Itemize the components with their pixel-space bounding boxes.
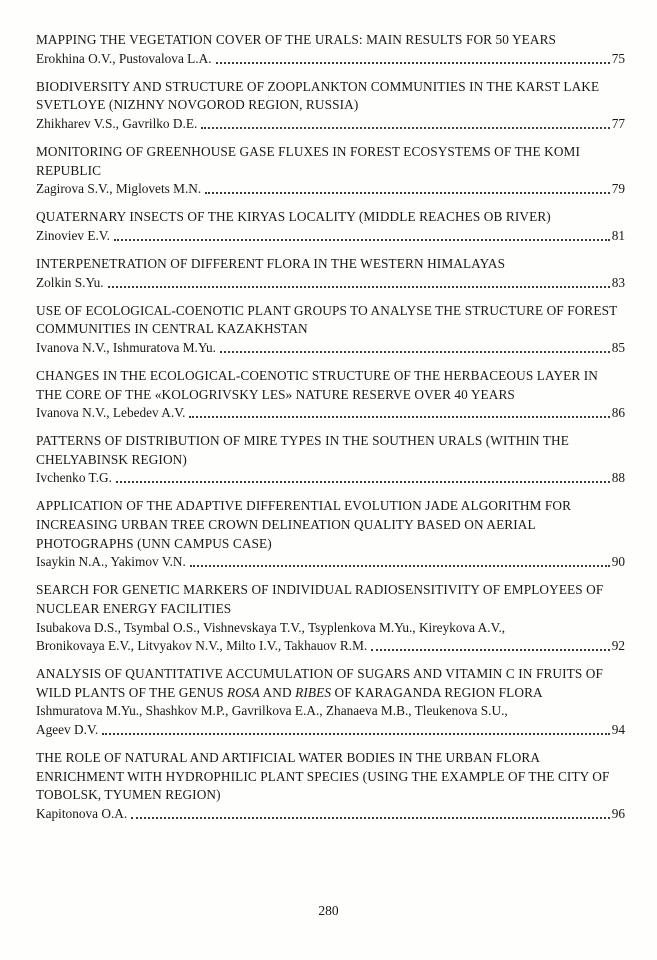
toc-entry	[36, 31, 625, 68]
entry-page-number: 75	[611, 50, 625, 66]
entry-title-segment: QUATERNARY INSECTS OF THE KIRYAS LOCALITY (MIDDLE REACHES OB RIVER)	[36, 209, 551, 225]
entry-authors-line: Ishmuratova M.Yu., Shashkov M.P., Gavrilkova E.A., Zhanaeva M.B., Tleukenova S.U.,	[36, 703, 508, 719]
entry-title	[36, 143, 625, 180]
dotted-leader	[201, 117, 609, 128]
entry-page-number: 85	[611, 339, 625, 355]
dotted-leader	[216, 52, 610, 63]
entry-authors-row	[36, 227, 625, 246]
dotted-leader	[108, 276, 610, 287]
dotted-leader	[114, 229, 610, 240]
entry-title	[36, 749, 625, 805]
entry-authors: Erokhina O.V., Pustovalova L.A.	[36, 50, 212, 66]
entry-title	[36, 497, 625, 553]
entry-title	[36, 255, 625, 274]
entry-page-number: 81	[611, 227, 625, 243]
entry-authors-row	[36, 805, 625, 824]
entry-title	[36, 31, 625, 50]
entry-authors: Ivanova N.V., Ishmuratova M.Yu.	[36, 339, 216, 355]
entry-title-italic-segment: RIBES	[295, 684, 332, 700]
entry-title-segment: USE OF ECOLOGICAL-COENOTIC PLANT GROUPS TO ANALYSE THE STRUCTURE OF FOREST COMMUNITIES IN CENTRAL KAZAKHSTAN	[36, 302, 618, 337]
entry-authors-row	[36, 274, 625, 293]
entry-authors-row	[36, 637, 625, 656]
entry-authors-row	[36, 180, 625, 199]
entry-authors: Ageev D.V.	[36, 722, 99, 737]
entry-authors-row	[36, 50, 625, 69]
dotted-leader	[189, 406, 609, 417]
toc-entry	[36, 367, 625, 423]
entry-page-number: 96	[611, 805, 625, 821]
dotted-leader	[116, 471, 610, 482]
entry-authors: Ivchenko T.G.	[36, 470, 112, 486]
entry-title-segment: SEARCH FOR GENETIC MARKERS OF INDIVIDUAL RADIOSENSITIVITY OF EMPLOYEES OF NUCLEAR ENERGY FACILITIES	[36, 582, 604, 616]
entry-title-segment: MAPPING THE VEGETATION COVER OF THE URALS: MAIN RESULTS FOR 50 YEARS	[36, 32, 557, 47]
entry-title	[36, 302, 625, 339]
entry-authors: Kapitonova O.A.	[36, 805, 128, 821]
entry-page-number: 94	[611, 722, 625, 737]
entry-authors-row	[36, 339, 625, 358]
entry-title	[36, 665, 625, 702]
entry-authors: Zinoviev E.V.	[36, 227, 110, 243]
entry-authors-row	[36, 553, 625, 572]
entry-authors: Ivanova N.V., Lebedev A.V.	[36, 405, 186, 421]
entry-title	[36, 432, 625, 469]
entry-page-number: 86	[611, 405, 625, 421]
entry-title	[36, 78, 625, 115]
entry-authors-row	[36, 115, 625, 134]
entry-title-segment: THE ROLE OF NATURAL AND ARTIFICIAL WATER BODIES IN THE URBAN FLORA ENRICHMENT WITH HYDROPHILIC PLANT SPECIES (USING THE EXAMPLE OF THE CITY OF TOBOLSK, TYUMEN REGION)	[36, 750, 610, 803]
toc-entry	[36, 143, 625, 199]
entry-authors-row	[36, 469, 625, 488]
entry-title-segment: INTERPENETRATION OF DIFFERENT FLORA IN THE WESTERN HIMALAYAS	[36, 255, 506, 271]
toc-entry	[36, 581, 625, 655]
toc-entry	[36, 432, 625, 488]
toc-list	[36, 31, 625, 823]
entry-page-number: 92	[611, 638, 625, 654]
entry-page-number: 79	[611, 181, 625, 197]
entry-title-italic-segment: ROSA	[227, 684, 260, 700]
toc-entry	[36, 665, 625, 739]
dotted-leader	[220, 341, 610, 352]
entry-title-segment: MONITORING OF GREENHOUSE GASE FLUXES IN FOREST ECOSYSTEMS OF THE KOMI REPUBLIC	[36, 143, 580, 178]
dotted-leader	[131, 807, 609, 818]
entry-title-segment: OF KARAGANDA REGION FLORA	[331, 684, 543, 700]
entry-page-number: 90	[611, 554, 625, 570]
entry-title-segment: AND	[259, 684, 296, 700]
entry-authors: Isaykin N.A., Yakimov V.N.	[36, 554, 186, 570]
entry-title	[36, 208, 625, 227]
dotted-leader	[102, 723, 610, 734]
entry-title	[36, 367, 625, 404]
toc-entry	[36, 78, 625, 134]
toc-entry	[36, 302, 625, 358]
entry-page-number: 83	[611, 274, 625, 290]
toc-entry	[36, 497, 625, 571]
entry-title-segment: BIODIVERSITY AND STRUCTURE OF ZOOPLANKTON COMMUNITIES IN THE KARST LAKE SVETLOYE (NIZHNY NOVGOROD REGION, RUSSIA)	[36, 78, 600, 113]
dotted-leader	[205, 182, 609, 193]
footer-page-number: 280	[318, 903, 339, 918]
entry-title	[36, 581, 625, 618]
toc-entry	[36, 208, 625, 245]
entry-authors: Zagirova S.V., Miglovets M.N.	[36, 181, 202, 197]
entry-authors: Zolkin S.Yu.	[36, 274, 104, 290]
entry-title-segment: APPLICATION OF THE ADAPTIVE DIFFERENTIAL EVOLUTION JADE ALGORITHM FOR INCREASING URBAN TREE CROWN DELINEATION QUALITY BASED ON AERIAL PHOTOGRAPHS (UNN CAMPUS CASE)	[36, 498, 572, 551]
entry-page-number: 88	[611, 470, 625, 486]
entry-authors: Zhikharev V.S., Gavrilko D.E.	[36, 115, 198, 131]
dotted-leader	[190, 555, 610, 566]
entry-title-segment: ANALYSIS OF QUANTITATIVE ACCUMULATION OF SUGARS AND VITAMIN C IN FRUITS OF WILD PLANTS OF THE GENUS	[36, 666, 603, 700]
toc-entry	[36, 255, 625, 292]
entry-page-number: 77	[611, 115, 625, 131]
entry-title-segment: CHANGES IN THE ECOLOGICAL-COENOTIC STRUCTURE OF THE HERBACEOUS LAYER IN THE CORE OF THE «KOLOGRIVSKY LES» NATURE RESERVE OVER 40 YEARS	[36, 367, 599, 402]
toc-entry	[36, 749, 625, 823]
entry-title-segment: PATTERNS OF DISTRIBUTION OF MIRE TYPES IN THE SOUTHEN URALS (WITHIN THE CHELYABINSK REGION)	[36, 433, 569, 467]
entry-authors-row	[36, 404, 625, 423]
entry-authors-line: Isubakova D.S., Tsymbal O.S., Vishnevskaya T.V., Tsyplenkova M.Yu., Kireykova A.V.,	[36, 619, 506, 635]
entry-authors: Bronikovaya E.V., Litvyakov N.V., Milto I.V., Takhauov R.M.	[36, 638, 368, 654]
entry-authors-row	[36, 721, 625, 740]
dotted-leader	[371, 639, 609, 650]
